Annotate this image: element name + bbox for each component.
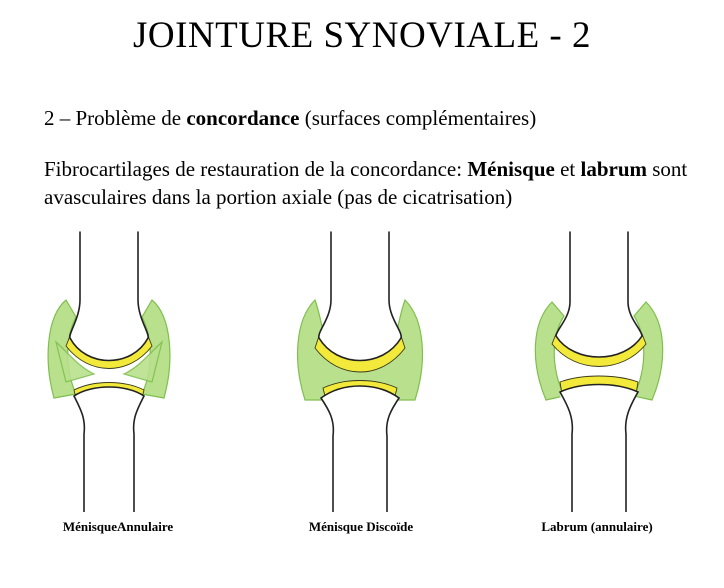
line1-suffix: (surfaces complémentaires) bbox=[299, 106, 537, 130]
annular-meniscus-diagram bbox=[34, 222, 184, 512]
concordance-problem-line bbox=[44, 106, 536, 131]
line2-suffix: sont bbox=[647, 157, 688, 181]
fibrocartilage-line bbox=[44, 157, 687, 182]
labrum-diagram bbox=[524, 222, 674, 512]
avascular-line: avasculaires dans la portion axiale (pas de cicatrisation) bbox=[44, 185, 513, 209]
line1-bold: concordance bbox=[186, 106, 300, 130]
page-title: JOINTURE SYNOVIALE - 2 bbox=[132, 15, 592, 56]
line2-mid: et bbox=[554, 157, 581, 181]
caption-discoid-meniscus: Ménisque Discoïde bbox=[308, 519, 414, 534]
discoid-meniscus-diagram bbox=[285, 222, 435, 512]
line2-prefix: Fibrocartilages de restauration de la concordance: bbox=[44, 157, 468, 181]
caption-annular-meniscus: MénisqueAnnulaire bbox=[62, 519, 174, 534]
line2-bold-labrum: labrum bbox=[580, 157, 647, 181]
caption-labrum: Labrum (annulaire) bbox=[541, 519, 653, 534]
line2-bold-menisque: Ménisque bbox=[467, 157, 555, 181]
line1-prefix: 2 – Problème de bbox=[44, 106, 187, 130]
